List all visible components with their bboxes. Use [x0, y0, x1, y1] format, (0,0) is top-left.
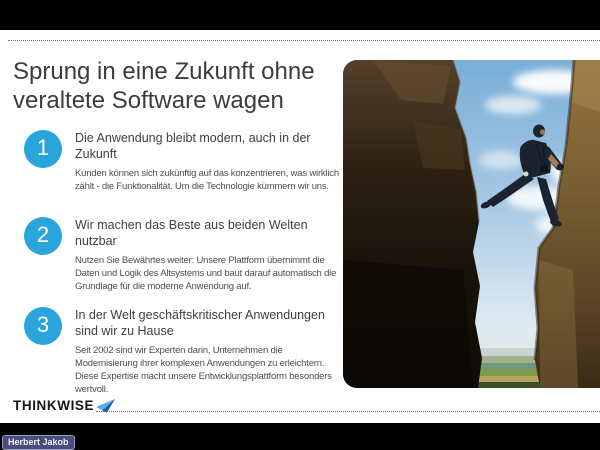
- point-1-text: [75, 130, 347, 193]
- point-3-heading: In der Welt geschäftskritischer Anwendungen sind wir zu Hause: [75, 308, 325, 338]
- point-2-body: Nutzen Sie Bewährtes weiter: Unsere Plattform übernimmt die Daten und Logik des Altsystems und baut darauf automatisch die Grundlage für die moderne Anwendung auf.: [75, 255, 337, 292]
- numbered-point-1: [24, 130, 354, 193]
- point-2-text: [75, 217, 347, 293]
- point-3-text: [75, 307, 347, 396]
- bottom-black-bar: [0, 423, 600, 450]
- numbered-point-2: [24, 217, 354, 293]
- point-2-heading: Wir machen das Beste aus beiden Welten nutzbar: [75, 218, 308, 248]
- top-black-bar: [0, 0, 600, 30]
- numbered-point-3: [24, 307, 354, 396]
- slide-title: Sprung in eine Zukunft ohne veraltete Software wagen: [13, 58, 315, 114]
- presenter-name-tag: Herbert Jakob: [2, 435, 75, 450]
- footer-dotted-divider: [96, 411, 600, 412]
- number-badge-2: 2: [24, 217, 62, 255]
- cliff-jump-photo: [343, 60, 600, 388]
- thinkwise-logo-text: THINKWISE: [13, 398, 95, 413]
- point-1-heading: Die Anwendung bleibt modern, auch in der Zukunft: [75, 131, 311, 161]
- point-3-body: Seit 2002 sind wir Experten darin, Unternehmen die Modernisierung ihrer komplexen Anwendungen zu erleichtern. Diese Expertise macht unsere Entwicklungsplattform besonders wertvoll.: [75, 345, 332, 395]
- top-dotted-divider: [8, 40, 600, 41]
- number-badge-1: 1: [24, 130, 62, 168]
- number-badge-3: 3: [24, 307, 62, 345]
- point-1-body: Kunden können sich zukünftig auf das konzentrieren, was wirklich zählt - die Funktionalität. Um die Technologie kümmern wir uns.: [75, 168, 339, 192]
- numbered-points-list: [24, 130, 354, 420]
